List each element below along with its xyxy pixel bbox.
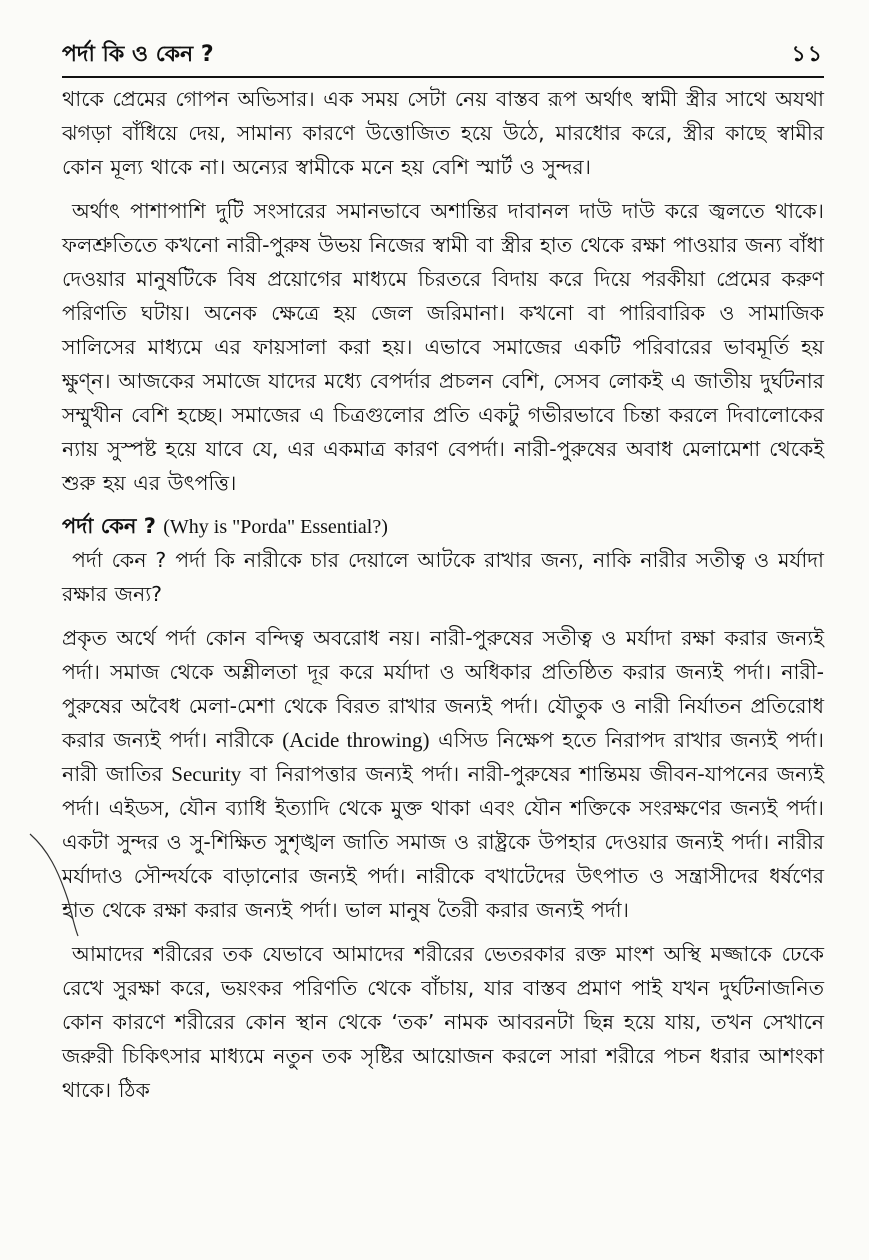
running-title: পর্দা কি ও কেন ? <box>62 42 214 67</box>
paragraph-continuation: থাকে প্রেমের গোপন অভিসার। এক সময় সেটা নেয় বাস্তব রূপ অর্থাৎ স্বামী স্ত্রীর সাথে অযথা ঝগড়া বাঁধিয়ে দেয়, সামান্য কারণে উত্তোজিত হয়ে উঠে, মারধোর করে, স্ত্রীর কাছে স্বামীর কোন মূল্য থাকে না। অন্যের স্বামীকে মনে হয় বেশি স্মার্ট ও সুন্দর। <box>62 87 824 179</box>
purpose-english-1: (Acide throwing) <box>282 728 430 752</box>
page-number: ১১ <box>791 42 824 67</box>
section-heading <box>62 510 824 543</box>
section-heading-en: (Why is "Porda" Essential?) <box>163 516 388 538</box>
book-page <box>62 42 824 1107</box>
purpose-text-2: এসিড নিক্ষেপ হতে নিরাপদ রাখার জন্যই পর্দা। নারী জাতির <box>62 728 824 786</box>
page-body <box>62 82 824 1107</box>
section-question: পর্দা কেন ? পর্দা কি নারীকে চার দেয়ালে আটকে রাখার জন্য, নাকি নারীর সতীত্ব ও মর্যাদা রক্ষার জন্য? <box>62 548 824 606</box>
purpose-english-2: Security <box>171 762 242 786</box>
paragraph-consequences: অর্থাৎ পাশাপাশি দুটি সংসারের সমানভাবে অশান্তির দাবানল দাউ দাউ করে জ্বলতে থাকে। ফলশ্রুতিতে কখনো নারী-পুরুষ উভয় নিজের স্বামী বা স্ত্রীর হাত থেকে রক্ষা পাওয়ার জন্য বাঁধা দেওয়ার মানুষটিকে বিষ প্রয়োগের মাধ্যমে চিরতরে বিদায় করে দিয়ে পরকীয়া প্রেমের করুণ পরিণতি ঘটায়। অনেক ক্ষেত্রে হয় জেল জরিমানা। কখনো বা পারিবারিক ও সামাজিক সালিসের মাধ্যমে এর ফায়সালা করা হয়। এভাবে সমাজের একটি পরিবারের ভাবমূর্তি হয় ক্ষুণ্ন। আজকের সমাজে যাদের মধ্যে বেপর্দার প্রচলন বেশি, সেসব লোকই এ জাতীয় দুর্ঘটনার সম্মুখীন বেশি হচ্ছে। সমাজের এ চিত্রগুলোর প্রতি একটু গভীরভাবে চিন্তা করলে দিবালোকের ন্যায় সুস্পষ্ট হয়ে যাবে যে, এর একমাত্র কারণ বেপর্দা। নারী-পুরুষের অবাধ মেলামেশা থেকেই শুরু হয় এর উৎপত্তি। <box>62 199 824 495</box>
paragraph-purpose <box>62 621 824 927</box>
purpose-text-3: বা নিরাপত্তার জন্যই পর্দা। নারী-পুরুষের শান্তিময় জীবন-যাপনের জন্যই পর্দা। এইডস, যৌন ব্যাধি ইত্যাদি থেকে মুক্ত থাকা এবং যৌন শক্তিকে সংরক্ষণের জন্যই পর্দা। একটা সুন্দর ও সু-শিক্ষিত সুশৃঙ্খল জাতি সমাজ ও রাষ্ট্রকে উপহার দেওয়ার জন্যই পর্দা। নারীর মর্যাদাও সৌন্দর্যকে বাড়ানোর জন্যই পর্দা। নারীকে বখাটেদের উৎপাত ও সন্ত্রাসীদের ধর্ষণের হাত থেকে রক্ষা করার জন্যই পর্দা। ভাল মানুষ তৈরী করার জন্যই পর্দা। <box>62 762 824 922</box>
paragraph-skin-analogy: আমাদের শরীরের তক যেভাবে আমাদের শরীরের ভেতরকার রক্ত মাংশ অস্থি মজ্জাকে ঢেকে রেখে সুরক্ষা করে, ভয়ংকর পরিণতি থেকে বাঁচায়, যার বাস্তব প্রমাণ পাই যখন দুর্ঘটনাজনিত কোন কারণে শরীরের কোন স্থান থেকে ‘তক’ নামক আবরনটা ছিন্ন হয়ে যায়, তখন সেখানে জরুরী চিকিৎসার মাধ্যমে নতুন তক সৃষ্টির আয়োজন করলে সারা শরীরে পচন ধরার আশংকা থাকে। ঠিক <box>62 942 824 1102</box>
page-header <box>62 42 824 78</box>
purpose-text-1: প্রকৃত অর্থে পর্দা কোন বন্দিত্ব অবরোধ নয়। নারী-পুরুষের সতীত্ব ও মর্যাদা রক্ষা করার জন্যই পর্দা। সমাজ থেকে অশ্লীলতা দূর করে মর্যাদা ও অধিকার প্রতিষ্ঠিত করার জন্যই পর্দা। নারী-পুরুষের অবৈধ মেলা-মেশা থেকে বিরত রাখার জন্যই পর্দা। যৌতুক ও নারী নির্যাতন প্রতিরোধ করার জন্যই পর্দা। নারীকে <box>62 626 824 752</box>
section-heading-bn: পর্দা কেন ? <box>62 514 156 538</box>
